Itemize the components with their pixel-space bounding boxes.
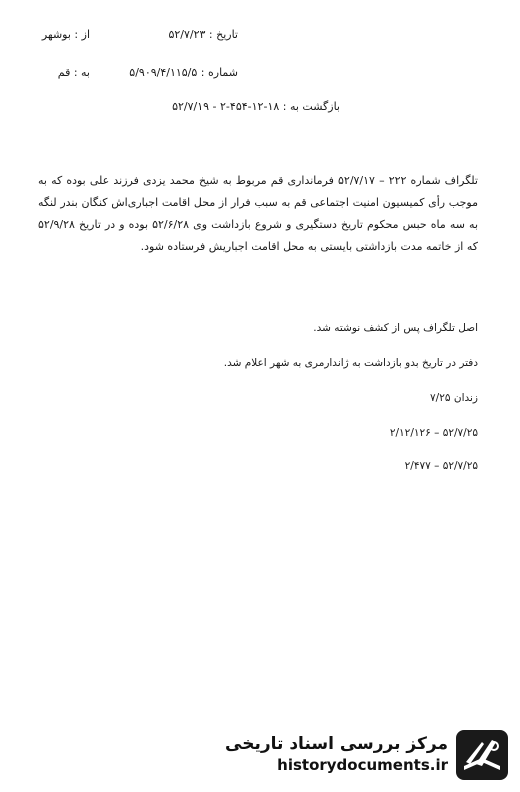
header-to: به : قم <box>57 66 90 79</box>
body-paragraph: تلگراف شماره ۲۲۲ – ۵۲/۷/۱۷ فرمانداری قم مربوط به شیخ محمد یزدی فرزند علی بوده که به موجب رأی کمیسیون امنیت اجتماعی قم به سبب فرار از محل اقامت اجباری‌اش کنگان بندر لنگه به سه ماه حبس محکوم تاریخ دستگیری و شروع بازداشت وی ۵۲/۶/۲۸ بوده و در تاریخ ۵۲/۹/۲۸ که از خاتمه مدت بازداشتی بایستی به محل اقامت اجباریش فرستاده شود. <box>38 174 479 253</box>
header-reference: بازگشت به : ۱۸-۱۲-۴۵۴-۲ - ۵۲/۷/۱۹ <box>172 100 340 113</box>
note-reference-1: ۵۲/۷/۲۵ – ۲/۱۲/۱۲۶ <box>389 427 478 439</box>
note-reference-2: ۵۲/۷/۲۵ – ۲/۴۷۷ <box>404 460 478 472</box>
note-prison: زندان ۷/۲۵ <box>430 392 478 404</box>
footer-watermark <box>225 728 510 782</box>
header-date: تاریخ : ۵۲/۷/۲۳ <box>168 28 238 41</box>
footer-url: historydocuments.ir <box>277 756 448 774</box>
header-from: از : بوشهر <box>41 28 90 41</box>
header-number: شماره : ۵/۹۰۹/۴/۱۱۵/۵ <box>129 66 238 79</box>
note-telegram-original: اصل تلگراف پس از کشف نوشته شد. <box>313 322 478 334</box>
note-office-announcement: دفتر در تاریخ بدو بازداشت به ژاندارمری به شهر اعلام شد. <box>223 357 478 369</box>
footer-title: مرکز بررسی اسناد تاریخی <box>225 734 448 754</box>
book-logo-icon <box>454 728 510 782</box>
